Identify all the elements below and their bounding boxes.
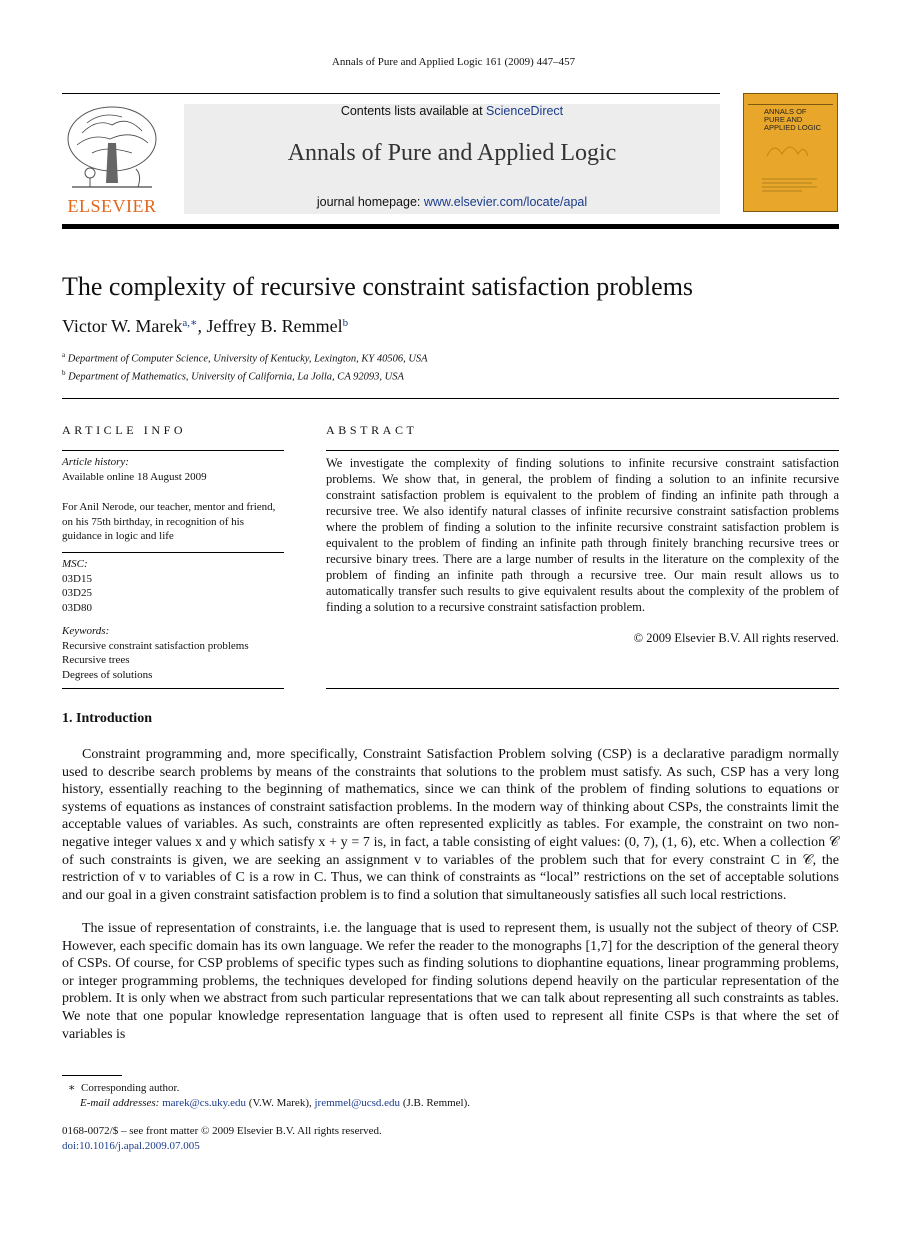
keywords-label: Keywords: bbox=[62, 625, 110, 637]
msc-code: 03D80 bbox=[62, 601, 92, 614]
email-link[interactable]: marek@cs.uky.edu bbox=[162, 1097, 247, 1109]
keyword: Recursive trees bbox=[62, 654, 130, 666]
header-top-rule bbox=[62, 93, 720, 94]
affiliation-rule bbox=[62, 398, 839, 399]
homepage-prefix: journal homepage: bbox=[316, 195, 424, 209]
intro-paragraph-2: The issue of representation of constraints, i.e. the language that is used to represent them, is usually not the subject of theory of CSP. However, each specific domain has its own language. We refer the reader to the monographs [1,7] for the description of the general theory of CSPs. Of course, for CSP problems of specific types such as finding solutions to diophantine equations, linear programming problems, or integer programming problems, the techniques developed for finding solutions depend heavily on the particular representation of the problem. It is only when we abstract from such particular representations that we can talk about representing all such constraints as tables. We note that one popular knowledge representation language that is often used to represent all finite CSPs is that where the set of variables is bbox=[62, 921, 839, 1042]
abstract-copyright: © 2009 Elsevier B.V. All rights reserved. bbox=[633, 631, 839, 645]
affiliation-mark: b bbox=[62, 369, 66, 377]
affiliation-a bbox=[62, 351, 428, 365]
keyword: Recursive constraint satisfaction problems bbox=[62, 639, 249, 652]
footnote-rule bbox=[62, 1075, 122, 1076]
front-matter-note: 0168-0072/$ – see front matter © 2009 Elsevier B.V. All rights reserved. bbox=[62, 1125, 382, 1137]
affiliation-text: Department of Computer Science, University of Kentucky, Lexington, KY 40506, USA bbox=[67, 353, 428, 365]
email-label: E-mail addresses: bbox=[80, 1097, 160, 1109]
article-info-rule bbox=[62, 450, 284, 451]
journal-cover-thumbnail bbox=[743, 93, 838, 212]
section-heading-introduction: 1. Introduction bbox=[62, 711, 152, 726]
footnote-mark: ∗ bbox=[68, 1082, 76, 1094]
author-affiliation-mark[interactable]: a,∗ bbox=[182, 317, 198, 329]
affiliation-b bbox=[62, 369, 404, 383]
header-thick-rule bbox=[62, 224, 839, 229]
cover-text-lines-icon bbox=[762, 176, 822, 196]
abstract-heading: ABSTRACT bbox=[326, 423, 418, 437]
contents-line bbox=[184, 104, 720, 118]
article-info-heading: ARTICLE INFO bbox=[62, 423, 187, 437]
journal-citation: Annals of Pure and Applied Logic 161 (2009) 447–457 bbox=[331, 56, 576, 68]
footnote-text: Corresponding author. bbox=[80, 1082, 180, 1094]
article-info-bottom-rule bbox=[62, 688, 284, 689]
msc-code: 03D15 bbox=[62, 572, 92, 585]
corresponding-author-note bbox=[68, 1081, 179, 1094]
affiliation-text: Department of Mathematics, University of California, La Jolla, CA 92093, USA bbox=[68, 371, 404, 383]
affiliation-mark: a bbox=[62, 351, 66, 359]
doi-link[interactable]: doi:10.1016/j.apal.2009.07.005 bbox=[62, 1140, 200, 1152]
author-affiliation-mark[interactable]: b bbox=[342, 317, 349, 329]
cover-illustration-icon bbox=[762, 136, 812, 166]
email-link[interactable]: jremmel@ucsd.edu bbox=[314, 1097, 401, 1109]
dedication: For Anil Nerode, our teacher, mentor and friend, on his 75th birthday, in recognition of his guidance in logic and life bbox=[62, 501, 276, 542]
email-note bbox=[80, 1097, 470, 1109]
elsevier-wordmark: ELSEVIER bbox=[67, 196, 157, 216]
journal-title: Annals of Pure and Applied Logic bbox=[287, 140, 617, 166]
author-separator: , bbox=[197, 316, 207, 336]
article-history bbox=[62, 455, 284, 484]
email-owner: (J.B. Remmel). bbox=[402, 1097, 471, 1109]
journal-homepage-line bbox=[184, 195, 720, 209]
contents-prefix: Contents lists available at bbox=[340, 104, 487, 118]
cover-title: ANNALS OF PURE AND APPLIED LOGIC bbox=[764, 107, 822, 132]
msc-code: 03D25 bbox=[62, 587, 92, 599]
msc-block bbox=[62, 557, 284, 615]
sciencedirect-link[interactable]: ScienceDirect bbox=[486, 104, 564, 118]
article-title: The complexity of recursive constraint satisfaction problems bbox=[62, 272, 694, 301]
abstract-text: We investigate the complexity of finding solutions to infinite recursive constraint satisfaction problems. We show that, in general, the problem of finding a solution to an infinite recursive constraint satisfaction problem is equivalent to the problem of finding an infinite path through a recursive tree. We also identify natural classes of infinite recursive constraint satisfaction problems where the problem of finding a solution to the infinite recursive constraint satisfaction problem is equivalent to the problem of finding an infinite path through finitely branching recursive trees or recursive binary trees. There are a large number of results in the literature on the complexity of the problem of finding an infinite path through a recursive tree. Our main result allows us to automatically transfer such results to give equivalent results about the complexity of the problem of finding a solution to a recursive constraint satisfaction problem. bbox=[326, 456, 839, 614]
history-label: Article history: bbox=[62, 456, 129, 468]
cover-top-bar bbox=[748, 96, 833, 105]
abstract-rule bbox=[326, 450, 839, 451]
intro-paragraph-1: Constraint programming and, more specifically, Constraint Satisfaction Problem solving (CSP) is a declarative paradigm normally used to describe search problems by means of the constraints that solutions to the problem must satisfy. As such, CSP has a very long history, essentially reaching to the beginning of mathematics, since we can think of the problem of finding solutions to equations or systems of equations as instances of constraint satisfaction problems. In the modern way of thinking about CSPs, the constraints limit the acceptable values of variables. As such, constraints are often represented explicitly as tables. For example, the constraint on two non-negative integer values x and y which satisfy x + y = 7 is, in fact, a table consisting of eight values: (0, 7), (1, 6), etc. When a collection 𝒞 of such constraints is given, we are seeking an assignment v to variables of the problem such that for every constraint C in 𝒞, the restriction of v to variables of C is a row in C. Thus, we can think of constraints as “local” restrictions on the set of acceptable solutions and our goal in a given constraint satisfaction problem is to find a solution that simultaneously satisfies all such local restrictions. bbox=[62, 747, 839, 903]
keyword: Degrees of solutions bbox=[62, 668, 153, 681]
author-name: Jeffrey B. Remmel bbox=[206, 316, 343, 336]
journal-homepage-link[interactable]: www.elsevier.com/locate/apal bbox=[423, 195, 588, 209]
history-value: Available online 18 August 2009 bbox=[62, 470, 207, 483]
author-name: Victor W. Marek bbox=[62, 316, 183, 336]
keywords-block bbox=[62, 624, 284, 682]
email-owner: (V.W. Marek), bbox=[248, 1097, 312, 1109]
author-line bbox=[62, 316, 348, 337]
msc-label: MSC: bbox=[62, 558, 88, 570]
msc-rule bbox=[62, 552, 284, 553]
abstract-bottom-rule bbox=[326, 688, 839, 689]
